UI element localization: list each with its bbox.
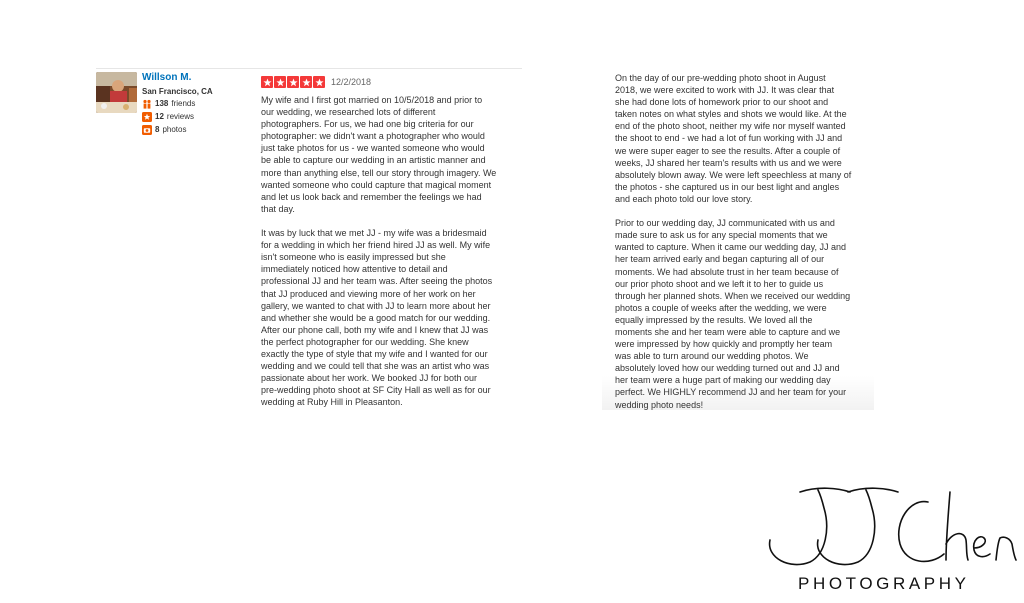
reviewer-location: San Francisco, CA: [142, 87, 213, 96]
review-text-right: [615, 72, 867, 423]
reviewer-name[interactable]: Willson M.: [142, 72, 192, 83]
reviews-label: reviews: [166, 112, 195, 121]
review-text-left: [261, 94, 516, 421]
star-icon: [287, 76, 299, 88]
star-icon: [313, 76, 325, 88]
star-icon: [274, 76, 286, 88]
review-header: [261, 76, 371, 88]
photos-count: 8: [155, 125, 160, 134]
photos-label: photos: [162, 125, 187, 134]
friends-count: 138: [155, 99, 169, 108]
star-rating: [261, 76, 325, 88]
reviews-count: 12: [155, 112, 164, 121]
photos-stat: [142, 124, 252, 136]
logo-subtitle: PHOTOGRAPHY: [798, 574, 970, 593]
review-date: 12/2/2018: [331, 77, 372, 87]
star-icon: [300, 76, 312, 88]
review-paragraph: It was by luck that we met JJ - my wife was a bridesmaid for a wedding in which her friend hired JJ as well. My wife isn't someone who is easily impressed but she immediately noticed how attentive to detail and professional JJ and her team was. After seeing the photos that JJ produced and viewing more of her work on her gallery, we wanted to chat with JJ to learn more about her and whether she would be a good match for our wedding. After our phone call, both my wife and I knew that JJ was the perfect photographer for our wedding. She knew exactly the type of style that my wife and I wanted for our wedding and we could tell that she was an artist who was passionate about her work. We booked JJ for both our pre-wedding photo shoot at SF City Hall as well as for our wedding at Ruby Hill in Pleasanton.: [261, 228, 493, 408]
avatar[interactable]: [96, 72, 137, 113]
friends-stat: [142, 98, 252, 110]
star-box-icon: [142, 112, 152, 122]
review-divider: [96, 68, 522, 69]
reviews-stat: [142, 111, 252, 123]
camera-icon: [142, 125, 152, 135]
review-paragraph: On the day of our pre-wedding photo shoot in August 2018, we were excited to work with JJ. It was clear that she had done lots of homework prior to our shoot and taken notes on what styles and shots we would like. At the end of the photo shoot, neither my wife nor myself wanted the shoot to end - we had a lot of fun working with JJ and we were super eager to see the results. After a couple of weeks, JJ shared her team's results with us and we were absolutely blown away. We were left speechless at many of the photos - she captured us in our best light and angles and each photo told our love story.: [615, 73, 852, 204]
friends-label: friends: [171, 99, 196, 108]
review-paragraph: My wife and I first got married on 10/5/2018 and prior to our wedding, we researched lots of different photographers. For us, we had one big criteria for our photographer: we didn't want a photographer who would just take photos for us - we wanted someone who would be able to capture our wedding in an artistic manner and more than anything else, tell our story through imagery. We wanted someone who could capture that magical moment and let us look back and remember the feelings we had that day.: [261, 95, 497, 214]
review-paragraph: Prior to our wedding day, JJ communicated with us and made sure to ask us for any special moments that we wanted to capture. When it came our wedding day, JJ and her team arrived early and began capturing all of our moments. We had absolute trust in her team because of our prior photo shoot and we left it to her to guide us through her planned shots. When we received our wedding photos a couple of weeks after the wedding, we were equally impressed by the results. We loved all the moments she and her team were able to capture and we were impressed by how quickly and promptly her team was able to turn around our wedding photos. We absolutely loved how our wedding turned out and JJ and her team were a huge part of making our wedding day perfect. We HIGHLY recommend JJ and her team for your wedding photo needs!: [615, 218, 851, 410]
friends-icon: [142, 99, 152, 109]
star-icon: [261, 76, 273, 88]
